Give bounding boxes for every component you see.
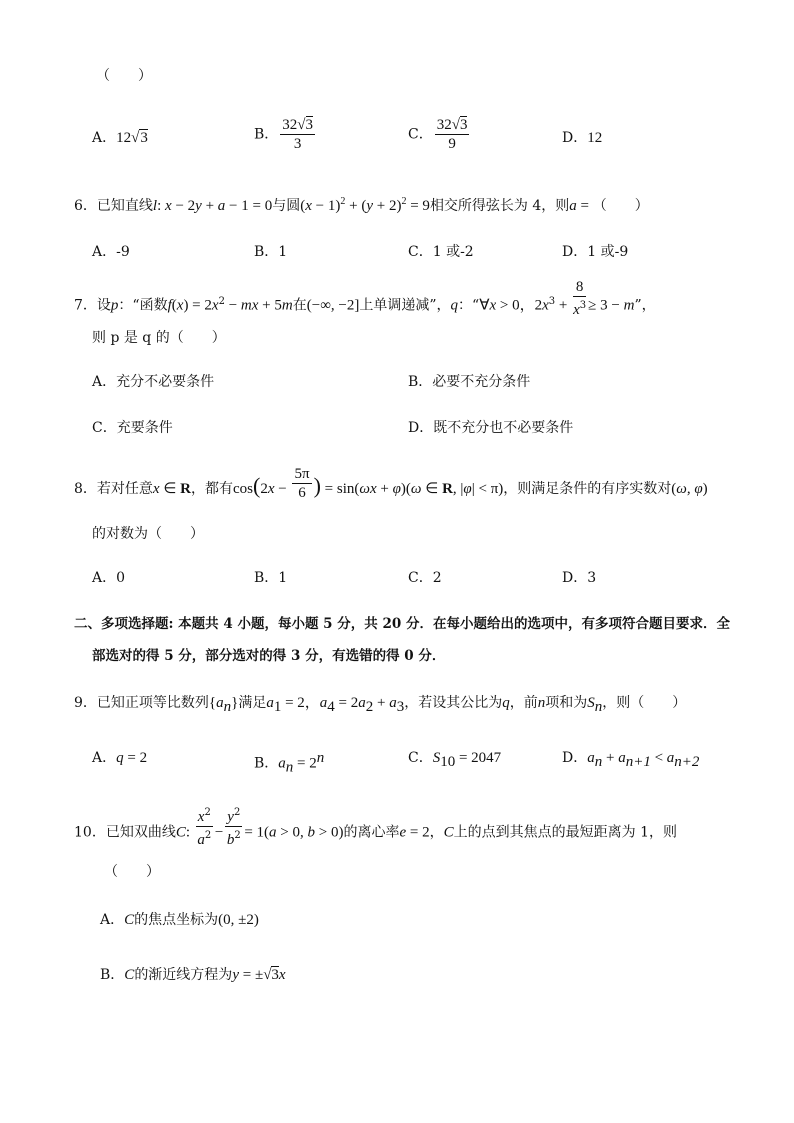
q5-answer-paren: （ ） [96, 68, 152, 84]
section2-heading: 二、多项选择题: 本题共 4 小题，每小题 5 分，共 20 分．在每小题给出的选项中，有多项符合题目要求．全 [74, 616, 730, 632]
q7-stem-line2: 则 p 是 q 的（ ） [92, 330, 226, 346]
q9-option-d[interactable]: D．$a_n + a_{n+1} < a_{n+2}$ [562, 750, 700, 770]
q9-stem: 9．已知正项等比数列$\{a_n\}$满足$a_1 = 2$，$a_4 = 2a_2 + a_3$，若设其公比为q，前n项和为$S_n$，则（ ） [74, 695, 687, 715]
q6-option-c[interactable]: C．1 或-2 [408, 244, 474, 260]
q5-option-a[interactable]: A．12√3 [92, 130, 148, 146]
q8-stem: 8．若对任意x ∈ R，都有cos(2x − $\frac{5\pi}{6}$ ) = sin(ωx + φ)(ω ∈ R, |φ| < π)，则满足条件的有序实数对(ω, φ) [74, 465, 708, 501]
q6-option-a[interactable]: A．-9 [92, 244, 130, 260]
q9-option-a[interactable]: A．q = 2 [92, 750, 148, 766]
q8-option-c[interactable]: C．2 [408, 570, 442, 586]
q5-option-d[interactable]: D．12 [562, 130, 603, 146]
q7-option-d[interactable]: D．既不充分也不必要条件 [408, 420, 574, 436]
q6-option-d[interactable]: D．1 或-9 [562, 244, 629, 260]
q10-option-a[interactable]: A．C的焦点坐标为(0, ±2) [100, 912, 259, 928]
q5-option-c[interactable]: C． $\frac{32√3}{9}$ [408, 117, 468, 152]
q8-option-b[interactable]: B．1 [254, 570, 288, 586]
q7-option-b[interactable]: B．必要不充分条件 [408, 374, 531, 390]
q9-option-b[interactable]: B．$a_n = 2^n$ [254, 750, 325, 776]
q10-option-b[interactable]: B．C的渐近线方程为y = ±√3x [100, 967, 286, 983]
q7-option-c[interactable]: C．充要条件 [92, 420, 173, 436]
q7-stem: 7．设p：“函数$f(x) = 2x^2$ − mx + 5m在(−∞, −2]上单调递减”，q：“∀x > 0，$2x^3$ + $\frac{8}{x^3}$ ≥ 3 − m”， [74, 279, 656, 319]
section2-heading-line2: 部选对的得 5 分，部分选对的得 3 分，有选错的得 0 分． [92, 648, 446, 664]
q10-stem: 10．已知双曲线C: $\frac{x^2}{a^2}$ − $\frac{y^2}{b^2}$ = 1(a > 0, b > 0)的离心率e = 2，C上的点到其焦点的最短距离为 1，则 [74, 816, 677, 849]
q9-option-c[interactable]: C．$S_{10} = 2047$ [408, 750, 502, 770]
q6-stem: 6．已知直线l: x − 2y + a − 1 = 0与圆$(x - 1)^2 + (y + 2)^2 = 9$相交所得弦长为 4，则a = （ ） [74, 196, 649, 214]
q8-option-a[interactable]: A．0 [92, 570, 126, 586]
q5-option-b[interactable]: B． $\frac{32√3}{3}$ [254, 117, 314, 152]
q8-stem-line2: 的对数为（ ） [92, 526, 204, 542]
q10-answer-paren: （ ） [104, 864, 160, 880]
q6-option-b[interactable]: B．1 [254, 244, 288, 260]
q8-option-d[interactable]: D．3 [562, 570, 597, 586]
q7-option-a[interactable]: A．充分不必要条件 [92, 374, 215, 390]
